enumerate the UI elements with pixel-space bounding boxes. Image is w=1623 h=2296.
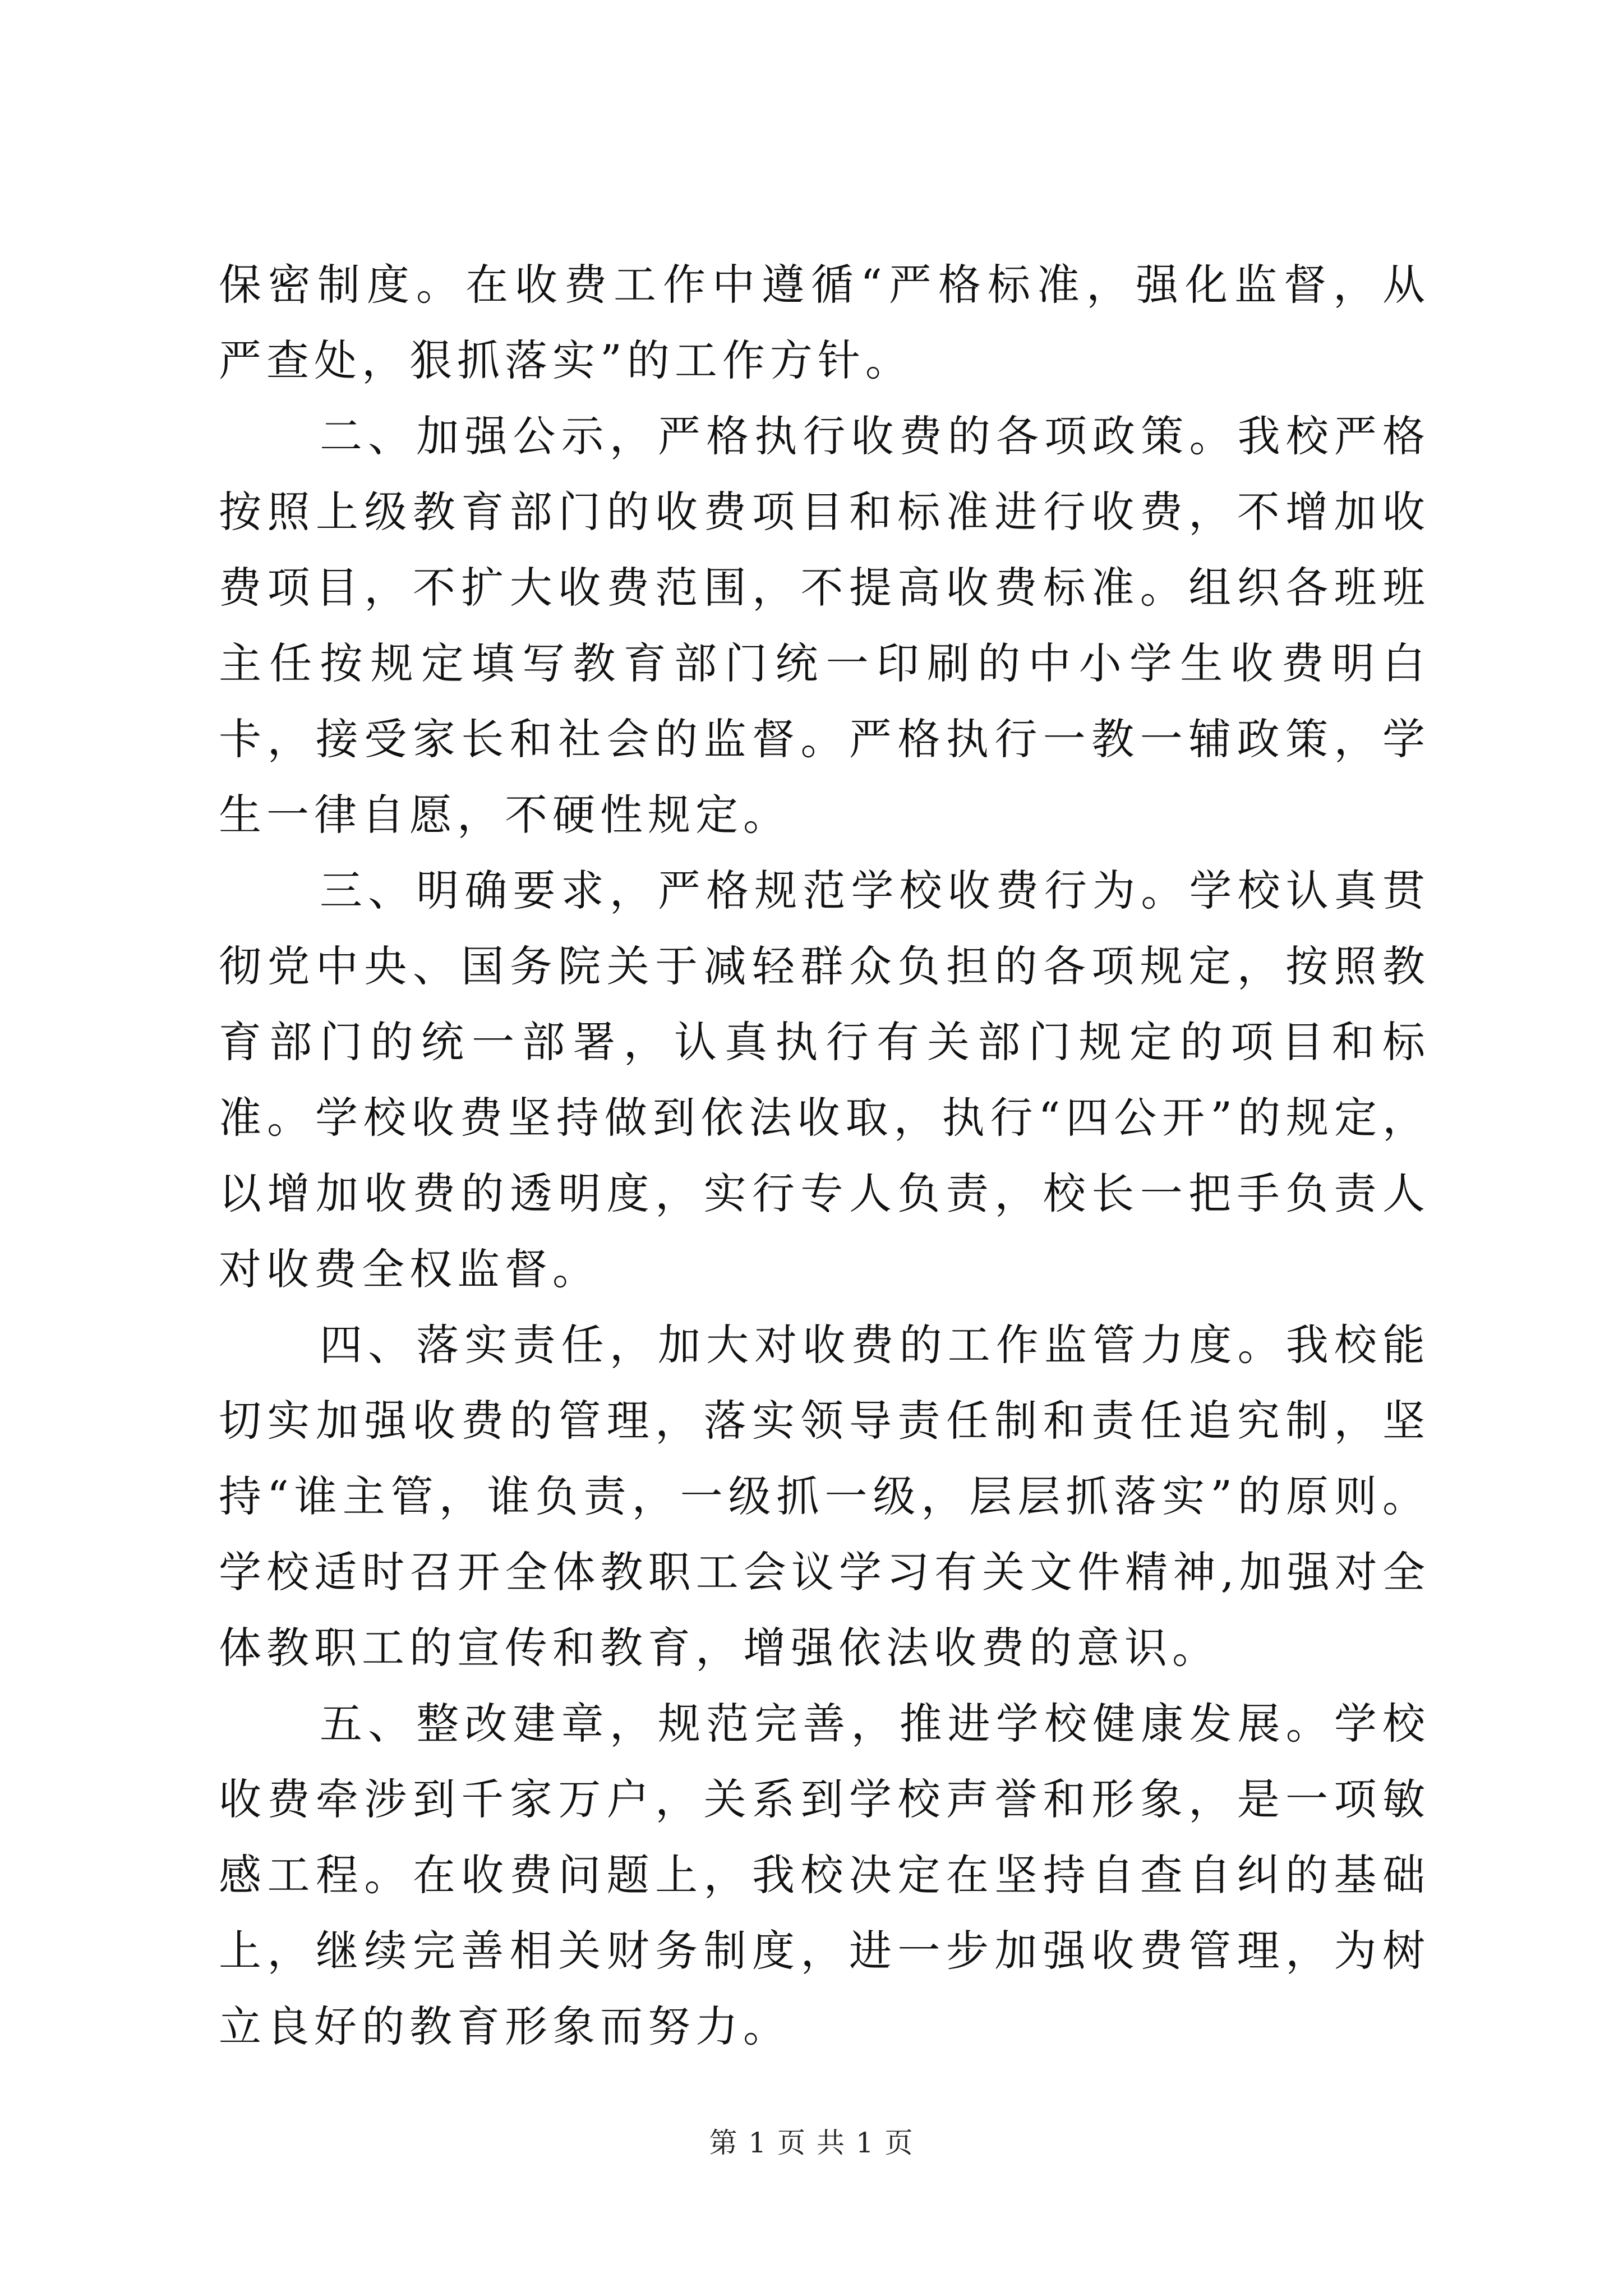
document-body: [219, 247, 1430, 2064]
paragraph-2: 二、加强公示，严格执行收费的各项政策。我校严格按照上级教育部门的收费项目和标准进行收费，不增加收费项目，不扩大收费范围，不提高收费标准。组织各班班主任按规定填写教育部门统一印刷的中小学生收费明白卡，接受家长和社会的监督。严格执行一教一辅政策，学生一律自愿，不硬性规定。: [219, 411, 1430, 840]
paragraph-1: 保密制度。在收费工作中遵循“严格标准，强化监督，从严查处，狠抓落实”的工作方针。: [219, 260, 1430, 385]
paragraph-5: 五、整改建章，规范完善，推进学校健康发展。学校收费牵涉到千家万户，关系到学校声誉和形象，是一项敏感工程。在收费问题上，我校决定在坚持自查自纠的基础上，继续完善相关财务制度，进一步加强收费管理，为树立良好的教育形象而努力。: [219, 1699, 1430, 2051]
page-number-footer: 第 1 页 共 1 页: [709, 2127, 914, 2159]
paragraph-4: 四、落实责任，加大对收费的工作监管力度。我校能切实加强收费的管理，落实领导责任制和责任追究制，坚持“谁主管，谁负责，一级抓一级，层层抓落实”的原则。学校适时召开全体教职工会议学习有关文件精神,加强对全体教职工的宣传和教育，增强依法收费的意识。: [219, 1320, 1430, 1673]
paragraph-3: 三、明确要求，严格规范学校收费行为。学校认真贯彻党中央、国务院关于减轻群众负担的各项规定，按照教育部门的统一部署，认真执行有关部门规定的项目和标准。学校收费坚持做到依法收取，执行“四公开”的规定，以增加收费的透明度，实行专人负责，校长一把手负责人对收费全权监督。: [219, 866, 1430, 1294]
